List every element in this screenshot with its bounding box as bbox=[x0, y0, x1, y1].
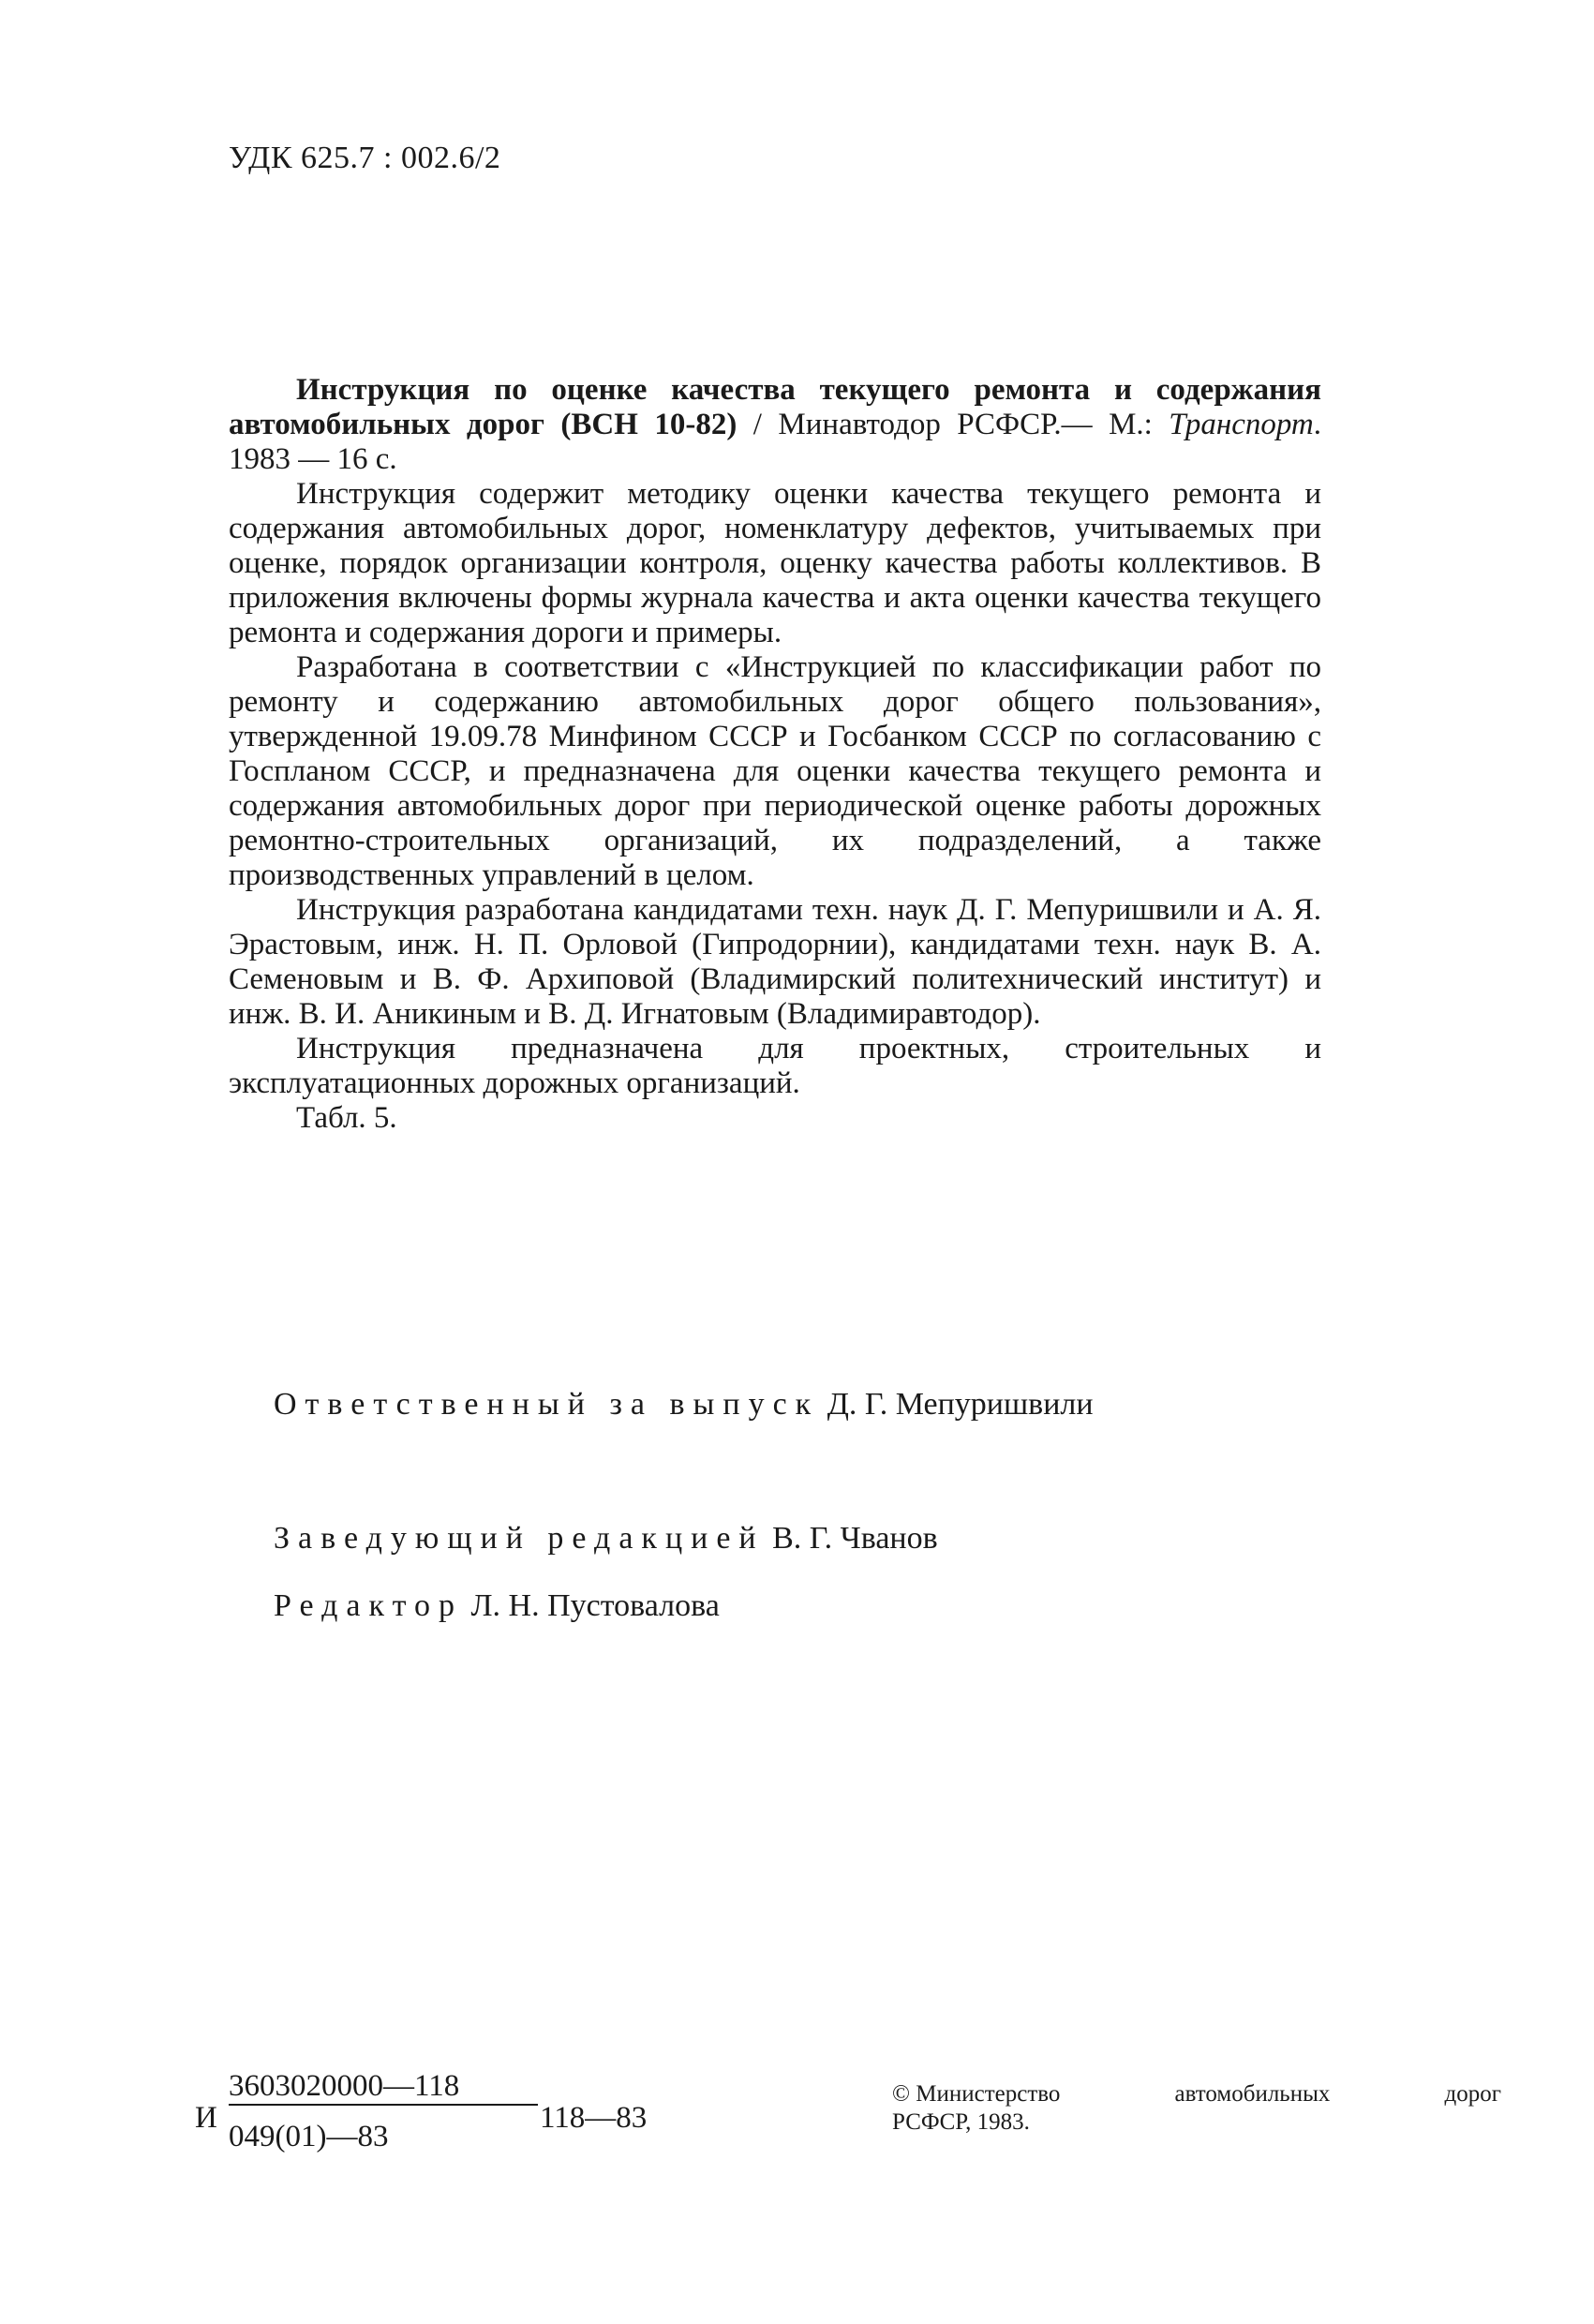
tables-count: Табл. 5. bbox=[296, 1101, 397, 1135]
publisher-place: / Минавтодор РСФСР.— М.: bbox=[737, 408, 1169, 441]
credit-person: В. Г. Чванов bbox=[772, 1521, 938, 1556]
bibliographic-reference bbox=[229, 373, 1321, 477]
index-letter: И bbox=[195, 2101, 217, 2135]
publication-index bbox=[195, 2069, 682, 2172]
publication-year: . 1983 — 16 с. bbox=[229, 408, 1321, 476]
abstract-paragraph-content: Инструкция содержит методику оценки качества текущего ремонта и содержания автомобильных дорог, номенклатуру дефектов, учитываемых при оценке, порядок организации контроля, оценку качества работы коллективов. В приложения включены формы журнала качества и акта оценки качества текущего ремонта и содержания дороги и примеры. bbox=[229, 477, 1321, 649]
credit-role: Ответственный за выпуск bbox=[274, 1387, 820, 1422]
credit-person: Л. Н. Пустовалова bbox=[470, 1588, 720, 1623]
abstract-paragraph-basis: Разработана в соответствии с «Инструкцией по классификации работ по ремонту и содержанию автомобильных дорог общего пользования», утвержденной 19.09.78 Минфином СССР и Госбанком СССР по согласованию с Госпланом СССР, и предназначена для оценки качества текущего ремонта и содержания автомобильных дорог при периодической оценке работы дорожных ремонтно-строительных организаций, их подразделений, а также производственных управлений в целом. bbox=[229, 650, 1321, 892]
credit-role: Заведующий редакцией bbox=[274, 1521, 765, 1556]
publisher-name: Транспорт bbox=[1169, 408, 1314, 441]
credit-editor bbox=[274, 1588, 720, 1624]
index-denominator: 049(01)—83 bbox=[229, 2120, 389, 2153]
credit-role: Редактор bbox=[274, 1588, 463, 1623]
index-suffix: 118—83 bbox=[540, 2101, 648, 2135]
credit-person: Д. Г. Мепуришвили bbox=[827, 1387, 1094, 1422]
abstract-paragraph-authors: Инструкция разработана кандидатами техн. наук Д. Г. Мепуришвили и А. Я. Эрастовым, инж. Н. П. Орловой (Гипродорнии), кандидатами техн. наук В. А. Семеновым и В. Ф. Архиповой (Владимирский политехнический институт) и инж. В. И. Аникиным и В. Д. Игнатовым (Владимиравтодор). bbox=[229, 893, 1321, 1031]
index-numerator: 3603020000—118 bbox=[229, 2069, 538, 2106]
copyright-part-2: автомобильных bbox=[1174, 2081, 1331, 2107]
bibliographic-abstract bbox=[229, 373, 1321, 1136]
document-title: Инструкция по оценке качества текущего ремонта и содержания автомобильных дорог (ВСН 10-82) bbox=[229, 373, 1321, 441]
copyright-notice bbox=[892, 2080, 1501, 2137]
udk-code: УДК 625.7 : 002.6/2 bbox=[229, 141, 501, 175]
credit-responsible bbox=[274, 1387, 1094, 1423]
abstract-paragraph-audience: Инструкция предназначена для проектных, строительных и эксплуатационных дорожных организаций. bbox=[229, 1032, 1321, 1100]
copyright-part-3: дорог bbox=[1444, 2081, 1501, 2107]
copyright-part-1: © Министерство bbox=[892, 2081, 1061, 2107]
copyright-year: РСФСР, 1983. bbox=[892, 2109, 1030, 2135]
credit-head-editor bbox=[274, 1521, 938, 1557]
